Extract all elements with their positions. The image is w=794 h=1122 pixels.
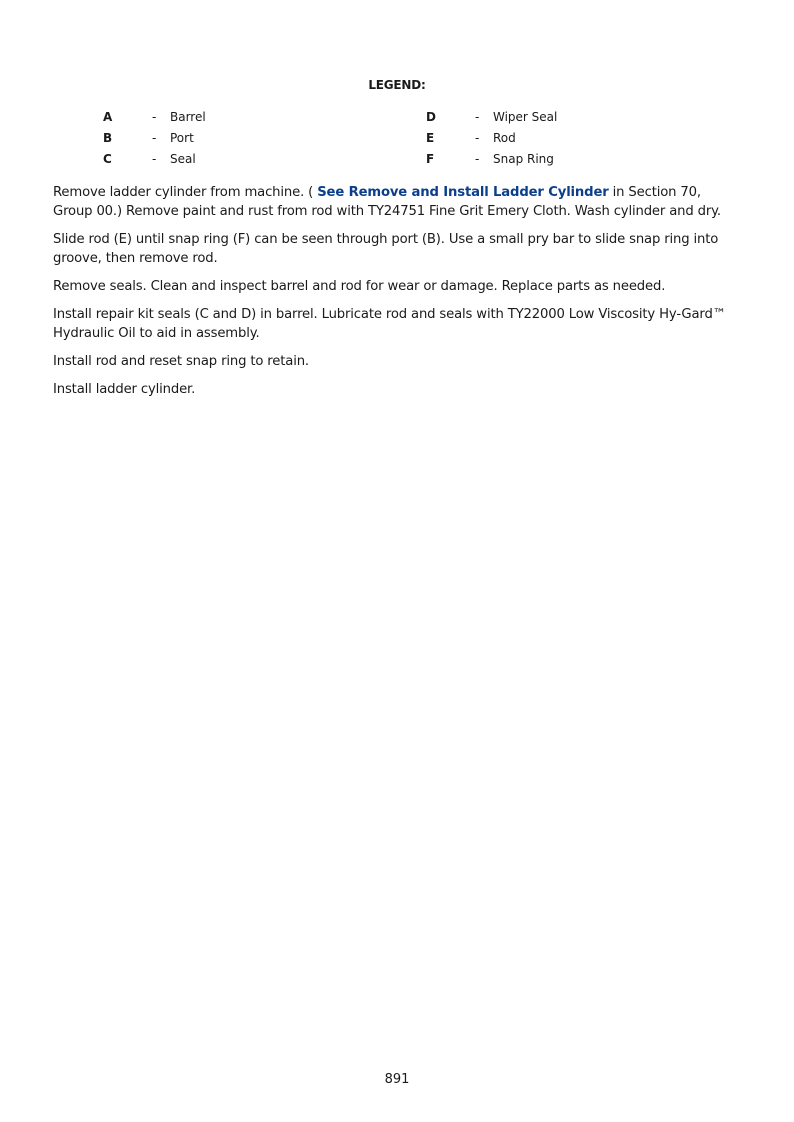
page-number: 891 [384,1072,410,1087]
step-paragraph: Install ladder cylinder. [53,382,196,397]
step-paragraph [53,183,743,221]
procedure-text [53,183,743,408]
legend-dash: - [152,152,157,166]
legend-description: Barrel [170,110,206,124]
legend-description: Seal [170,152,196,166]
step-paragraph: Remove seals. Clean and inspect barrel and rod for wear or damage. Replace parts as needed. [53,279,666,294]
step-text: Remove ladder cylinder from machine. ( [53,185,318,200]
legend-key: A [103,110,113,124]
legend-description: Port [170,131,194,145]
step-paragraph: Install rod and reset snap ring to retain. [53,354,309,369]
legend-dash: - [475,110,480,124]
legend-dash: - [475,131,480,145]
legend-description: Wiper Seal [493,110,558,124]
step-paragraph: Install repair kit seals (C and D) in barrel. Lubricate rod and seals with TY22000 Low Viscosity Hy-Gard™ Hydraulic Oil to aid in assembly. [53,307,726,341]
legend-description: Rod [493,131,516,145]
legend-description: Snap Ring [493,152,554,166]
step-text: in Section 70, Group 00.) Remove paint and rust from rod with TY24751 Fine Grit Emery Cloth. Wash cylinder and dry. [53,185,721,219]
legend-dash: - [152,110,157,124]
legend-key: D [426,110,436,124]
legend-dash: - [152,131,157,145]
step-paragraph: Slide rod (E) until snap ring (F) can be seen through port (B). Use a small pry bar to slide snap ring into groove, then remove rod. [53,232,719,266]
legend-key: B [103,131,113,145]
legend-key: F [426,152,435,166]
legend-key: E [426,131,435,145]
legend-title: LEGEND: [368,78,426,92]
cross-reference-link[interactable]: See Remove and Install Ladder Cylinder [317,185,609,200]
legend-key: C [103,152,112,166]
legend-dash: - [475,152,480,166]
